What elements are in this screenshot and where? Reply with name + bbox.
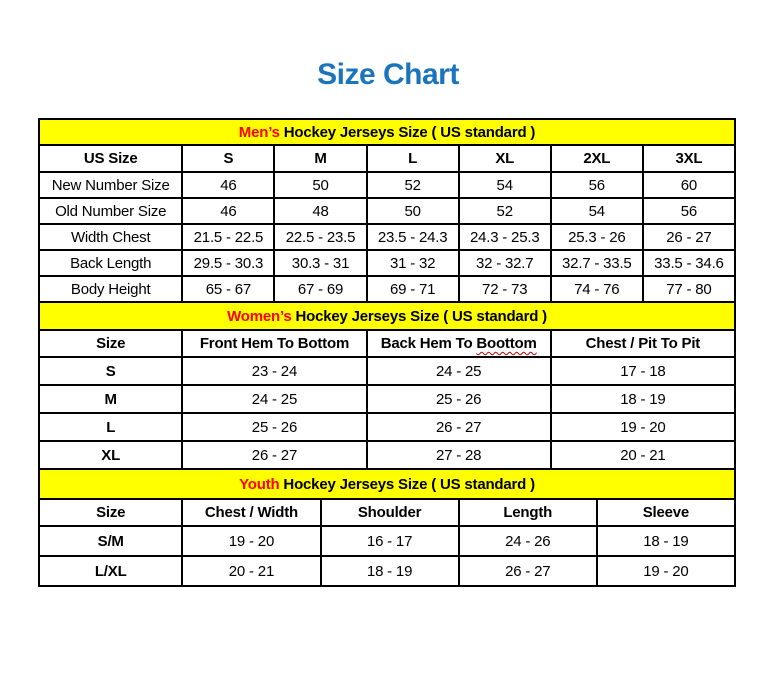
- mens-banner-row: [39, 119, 735, 145]
- size-value: 22.5 - 23.5: [274, 224, 366, 250]
- table-row: [39, 526, 735, 556]
- size-value: 30.3 - 31: [274, 250, 366, 276]
- size-value: 26 - 27: [367, 413, 551, 441]
- row-label: S: [39, 357, 182, 385]
- size-value: 19 - 20: [551, 413, 735, 441]
- column-header: Chest / Pit To Pit: [551, 330, 735, 357]
- column-header: Size: [39, 330, 182, 357]
- table-row: [39, 556, 735, 586]
- mens-banner-text: Hockey Jerseys Size ( US standard ): [279, 123, 536, 141]
- table-row: [39, 413, 735, 441]
- size-value: 72 - 73: [459, 276, 551, 302]
- table-row: [39, 172, 735, 198]
- column-header: Size: [39, 499, 182, 526]
- size-value: 25 - 26: [182, 413, 366, 441]
- womens-header-row: [39, 330, 735, 357]
- column-header: Front Hem To Bottom: [182, 330, 366, 357]
- column-header: Length: [459, 499, 597, 526]
- table-row: [39, 441, 735, 469]
- size-value: 23.5 - 24.3: [367, 224, 459, 250]
- size-value: 24 - 25: [182, 385, 366, 413]
- size-value: 25.3 - 26: [551, 224, 643, 250]
- size-value: 48: [274, 198, 366, 224]
- size-value: 31 - 32: [367, 250, 459, 276]
- size-value: 29.5 - 30.3: [182, 250, 274, 276]
- size-value: 33.5 - 34.6: [643, 250, 735, 276]
- womens-size-table: [38, 301, 736, 470]
- mens-banner: [39, 119, 735, 145]
- table-row: [39, 357, 735, 385]
- womens-banner-row: [39, 302, 735, 330]
- size-value: 54: [459, 172, 551, 198]
- youth-banner-highlight: Youth: [239, 475, 280, 493]
- size-value: 32 - 32.7: [459, 250, 551, 276]
- size-value: 65 - 67: [182, 276, 274, 302]
- womens-banner: [39, 302, 735, 330]
- size-value: 56: [551, 172, 643, 198]
- youth-banner-row: [39, 469, 735, 499]
- table-row: [39, 385, 735, 413]
- header-text: Back Hem To: [380, 335, 477, 352]
- size-value: 77 - 80: [643, 276, 735, 302]
- row-label: XL: [39, 441, 182, 469]
- column-header: L: [367, 145, 459, 172]
- youth-size-table: [38, 468, 736, 587]
- size-value: 50: [274, 172, 366, 198]
- youth-header-row: [39, 499, 735, 526]
- size-value: 46: [182, 198, 274, 224]
- column-header: Sleeve: [597, 499, 735, 526]
- column-header: Shoulder: [321, 499, 459, 526]
- size-value: 17 - 18: [551, 357, 735, 385]
- mens-banner-highlight: Men’s: [238, 123, 280, 141]
- womens-banner-text: Hockey Jerseys Size ( US standard ): [291, 307, 547, 325]
- size-value: 24 - 26: [459, 526, 597, 556]
- size-value: 21.5 - 22.5: [182, 224, 274, 250]
- row-label: S/M: [39, 526, 182, 556]
- table-row: [39, 198, 735, 224]
- column-header: [367, 330, 551, 357]
- size-value: 18 - 19: [321, 556, 459, 586]
- row-label: Body Height: [39, 276, 182, 302]
- womens-banner-highlight: Women’s: [227, 307, 292, 325]
- row-label: M: [39, 385, 182, 413]
- row-label: New Number Size: [39, 172, 182, 198]
- mens-size-table: [38, 118, 736, 303]
- size-value: 18 - 19: [551, 385, 735, 413]
- size-value: 26 - 27: [643, 224, 735, 250]
- size-value: 69 - 71: [367, 276, 459, 302]
- row-label: Old Number Size: [39, 198, 182, 224]
- table-row: [39, 250, 735, 276]
- size-value: 32.7 - 33.5: [551, 250, 643, 276]
- row-label: Back Length: [39, 250, 182, 276]
- row-label: Width Chest: [39, 224, 182, 250]
- size-value: 24.3 - 25.3: [459, 224, 551, 250]
- table-row: [39, 276, 735, 302]
- size-value: 24 - 25: [367, 357, 551, 385]
- page-title: Size Chart: [317, 58, 459, 91]
- youth-banner-text: Hockey Jerseys Size ( US standard ): [279, 475, 535, 493]
- size-value: 67 - 69: [274, 276, 366, 302]
- size-value: 20 - 21: [551, 441, 735, 469]
- column-header: S: [182, 145, 274, 172]
- size-value: 27 - 28: [367, 441, 551, 469]
- size-value: 54: [551, 198, 643, 224]
- column-header: US Size: [39, 145, 182, 172]
- size-value: 74 - 76: [551, 276, 643, 302]
- row-label: L: [39, 413, 182, 441]
- size-value: 52: [367, 172, 459, 198]
- size-value: 25 - 26: [367, 385, 551, 413]
- size-value: 19 - 20: [182, 526, 320, 556]
- table-row: [39, 224, 735, 250]
- tables-stack: [38, 118, 736, 587]
- size-value: 16 - 17: [321, 526, 459, 556]
- row-label: L/XL: [39, 556, 182, 586]
- column-header: 3XL: [643, 145, 735, 172]
- size-value: 50: [367, 198, 459, 224]
- mens-header-row: [39, 145, 735, 172]
- column-header: M: [274, 145, 366, 172]
- size-value: 23 - 24: [182, 357, 366, 385]
- size-value: 18 - 19: [597, 526, 735, 556]
- size-value: 52: [459, 198, 551, 224]
- column-header: XL: [459, 145, 551, 172]
- size-value: 20 - 21: [182, 556, 320, 586]
- size-value: 56: [643, 198, 735, 224]
- size-value: 26 - 27: [182, 441, 366, 469]
- misspelled-word: Boottom: [476, 335, 537, 352]
- size-value: 46: [182, 172, 274, 198]
- size-value: 60: [643, 172, 735, 198]
- youth-banner: [39, 469, 735, 499]
- size-value: 19 - 20: [597, 556, 735, 586]
- column-header: Chest / Width: [182, 499, 320, 526]
- size-value: 26 - 27: [459, 556, 597, 586]
- column-header: 2XL: [551, 145, 643, 172]
